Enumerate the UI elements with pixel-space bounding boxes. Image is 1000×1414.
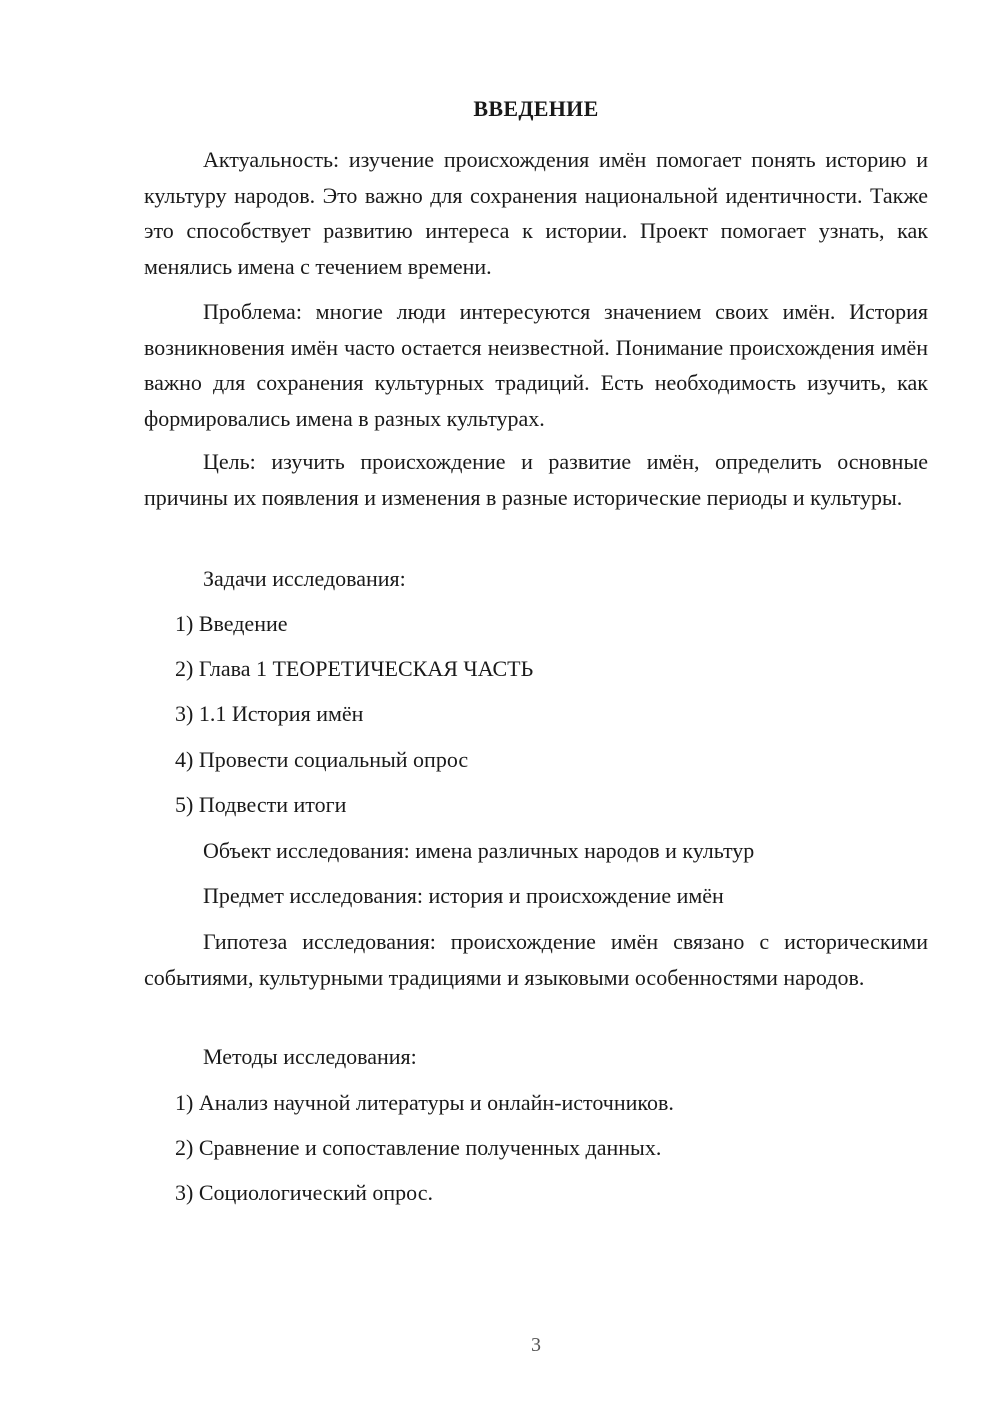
task-item: 4) Провести социальный опрос	[175, 747, 469, 772]
task-item: 1) Введение	[175, 611, 288, 636]
method-item: 3) Социологический опрос.	[175, 1180, 433, 1205]
page-number: 3	[531, 1334, 541, 1356]
page-title: ВВЕДЕНИЕ	[473, 96, 599, 121]
problem-paragraph: Проблема: многие люди интересуются значением своих имён. История возникновения имён часто остается неизвестной. Понимание происхождения имён важно для сохранения культурных традиций. Есть необходимость изучить, как формировались имена в разных культурах.	[144, 299, 928, 431]
tasks-title: Задачи исследования:	[203, 566, 406, 591]
task-item: 2) Глава 1 ТЕОРЕТИЧЕСКАЯ ЧАСТЬ	[175, 656, 534, 681]
methods-title: Методы исследования:	[203, 1044, 417, 1069]
goal-paragraph: Цель: изучить происхождение и развитие имён, определить основные причины их появления и изменения в разные исторические периоды и культуры.	[144, 449, 928, 510]
research-object: Объект исследования: имена различных народов и культур	[203, 838, 755, 863]
relevance-paragraph: Актуальность: изучение происхождения имён помогает понять историю и культуру народов. Это важно для сохранения национальной идентичности. Также это способствует развитию интереса к истории. Проект помогает узнать, как менялись имена с течением времени.	[144, 147, 928, 279]
task-item: 3) 1.1 История имён	[175, 701, 364, 726]
hypothesis-paragraph: Гипотеза исследования: происхождение имён связано с историческими событиями, культурными традициями и языковыми особенностями народов.	[144, 929, 928, 990]
method-item: 2) Сравнение и сопоставление полученных данных.	[175, 1135, 662, 1160]
task-item: 5) Подвести итоги	[175, 792, 347, 817]
method-item: 1) Анализ научной литературы и онлайн-источников.	[175, 1090, 674, 1115]
research-subject: Предмет исследования: история и происхождение имён	[203, 883, 724, 908]
